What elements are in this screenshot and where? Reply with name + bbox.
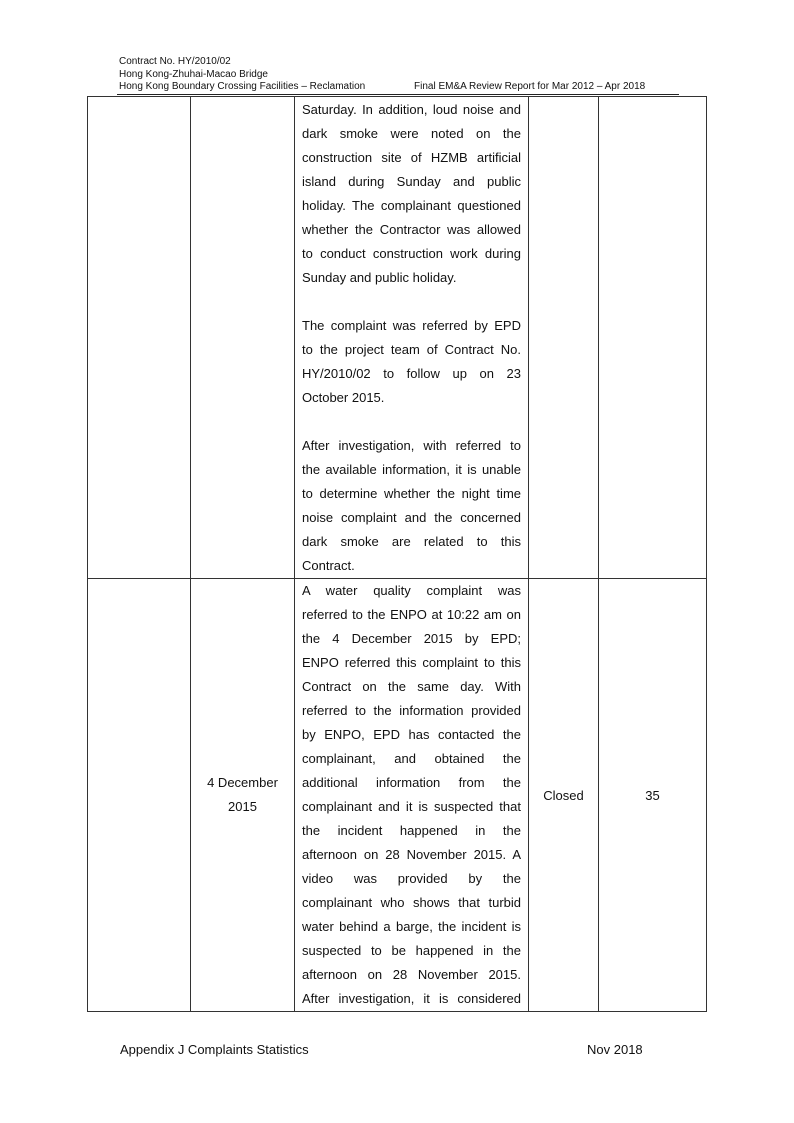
description-line: the 4 December 2015 by EPD; bbox=[302, 631, 521, 646]
description-line: the incident happened in the bbox=[302, 823, 521, 838]
table-row bbox=[88, 579, 707, 1012]
description-line: complainant who shows that turbid bbox=[302, 895, 521, 910]
description-line: to determine whether the night time bbox=[302, 486, 521, 501]
description-line: dark smoke are related to this bbox=[302, 534, 521, 549]
description-line: construction site of HZMB artificial bbox=[302, 150, 521, 165]
description-line: October 2015. bbox=[302, 390, 385, 405]
page-header bbox=[119, 56, 365, 94]
footer-date: Nov 2018 bbox=[587, 1042, 643, 1057]
description-line: Saturday. In addition, loud noise and bbox=[302, 102, 521, 117]
table-cell-empty bbox=[88, 97, 191, 579]
description-line: dark smoke were noted on the bbox=[302, 126, 521, 141]
facility-name: Hong Kong Boundary Crossing Facilities – Reclamation bbox=[119, 81, 366, 92]
description-line: afternoon on 28 November 2015. A bbox=[302, 847, 521, 862]
contract-number: Contract No. HY/2010/02 bbox=[119, 56, 231, 67]
footer-appendix-title: Appendix J Complaints Statistics bbox=[120, 1042, 309, 1057]
description-line: additional information from the bbox=[302, 775, 521, 790]
complaint-ref-number: 35 bbox=[599, 579, 707, 1012]
description-line: noise complaint and the concerned bbox=[302, 510, 521, 525]
description-line: referred to the information provided bbox=[302, 703, 521, 718]
description-line: to conduct construction work during bbox=[302, 246, 521, 261]
complaint-status: Closed bbox=[529, 579, 599, 1012]
complaint-description-cell bbox=[295, 97, 529, 579]
description-line: HY/2010/02 to follow up on 23 bbox=[302, 366, 521, 381]
project-name: Hong Kong-Zhuhai-Macao Bridge bbox=[119, 68, 268, 80]
description-line: by ENPO, EPD has contacted the bbox=[302, 727, 521, 742]
description-line: A water quality complaint was bbox=[302, 583, 521, 598]
description-line: whether the Contractor was allowed bbox=[302, 222, 521, 237]
description-line: holiday. The complainant questioned bbox=[302, 198, 521, 213]
complaint-date-line: 4 December bbox=[207, 775, 278, 790]
table-row bbox=[88, 97, 707, 579]
description-line: After investigation, it is considered bbox=[302, 991, 521, 1006]
complaint-description bbox=[302, 97, 521, 578]
description-line: water behind a barge, the incident is bbox=[302, 919, 521, 934]
paragraph-gap bbox=[302, 410, 521, 434]
description-line: Contract. bbox=[302, 558, 355, 573]
description-line: video was provided by the bbox=[302, 871, 521, 886]
description-line: island during Sunday and public bbox=[302, 174, 521, 189]
table-cell-empty bbox=[88, 579, 191, 1012]
description-line: afternoon on 28 November 2015. bbox=[302, 967, 521, 982]
complaint-date-cell bbox=[191, 579, 295, 1012]
complaint-date-year: 2015 bbox=[228, 799, 257, 814]
description-line: referred to the ENPO at 10:22 am on bbox=[302, 607, 521, 622]
complaint-description bbox=[302, 579, 521, 1011]
complaint-description-cell bbox=[295, 579, 529, 1012]
description-line: Contract on the same day. With bbox=[302, 679, 521, 694]
description-line: complainant, and obtained the bbox=[302, 751, 521, 766]
description-line: to the project team of Contract No. bbox=[302, 342, 521, 357]
report-title: Final EM&A Review Report for Mar 2012 – Apr 2018 bbox=[414, 81, 646, 92]
description-line: The complaint was referred by EPD bbox=[302, 318, 521, 333]
description-line: suspected to be happened in the bbox=[302, 943, 521, 958]
description-line: complainant and it is suspected that bbox=[302, 799, 521, 814]
description-line: ENPO referred this complaint to this bbox=[302, 655, 521, 670]
complaint-ref-cell bbox=[599, 97, 707, 579]
complaint-status-cell bbox=[529, 97, 599, 579]
complaint-date-cell bbox=[191, 97, 295, 579]
complaints-table bbox=[87, 96, 707, 1012]
description-line: Sunday and public holiday. bbox=[302, 270, 457, 285]
description-line: the available information, it is unable bbox=[302, 462, 521, 477]
paragraph-gap bbox=[302, 290, 521, 314]
description-line: After investigation, with referred to bbox=[302, 438, 521, 453]
header-divider bbox=[117, 94, 679, 95]
